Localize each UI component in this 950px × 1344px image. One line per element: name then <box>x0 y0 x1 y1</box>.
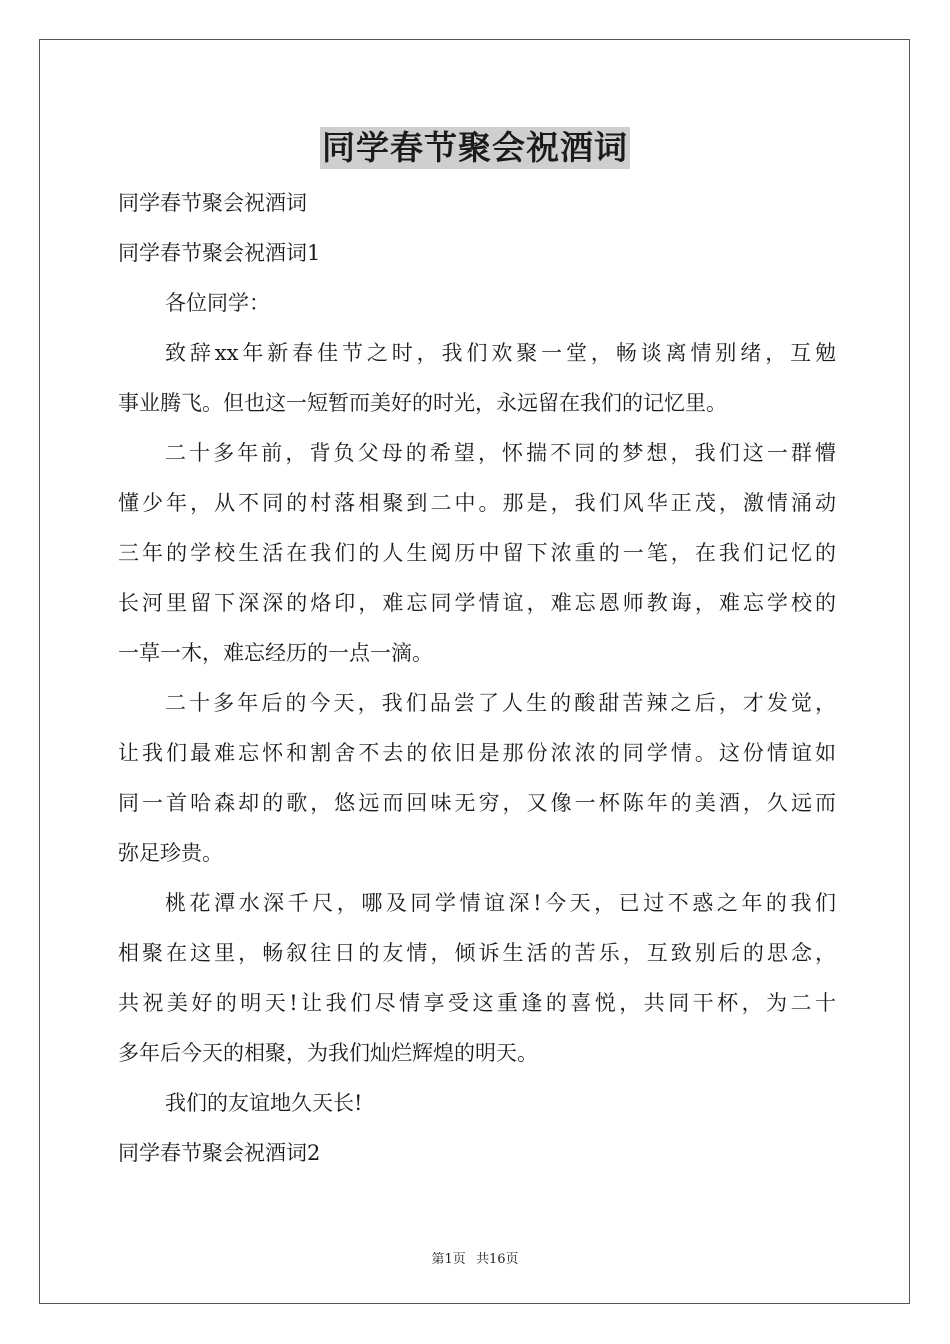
title-container <box>0 127 950 169</box>
page-number: 第1页 <box>431 1252 466 1267</box>
paragraph-line: 二十多年后的今天，我们品尝了人生的酸甜苦辣之后，才发觉， <box>165 691 836 715</box>
paragraph-line: 让我们最难忘怀和割舍不去的依旧是那份浓浓的同学情。这份情谊如 <box>118 741 836 765</box>
paragraph-2 <box>118 428 836 678</box>
paragraph-line: 共祝美好的明天!让我们尽情享受这重逢的喜悦，共同干杯，为二十 <box>118 991 836 1015</box>
paragraph-line: 多年后今天的相聚，为我们灿烂辉煌的明天。 <box>118 1041 538 1065</box>
paragraph-3 <box>118 678 836 878</box>
paragraph-5: 我们的友谊地久天长! <box>165 1091 363 1115</box>
paragraph-line: 致辞xx年新春佳节之时，我们欢聚一堂，畅谈离情别绪，互勉 <box>165 341 836 365</box>
paragraph-line: 桃花潭水深千尺，哪及同学情谊深!今天，已过不惑之年的我们 <box>165 891 836 915</box>
page-total: 共16页 <box>475 1252 519 1267</box>
paragraph-1 <box>118 328 836 428</box>
page-footer <box>0 1248 950 1267</box>
paragraph-line: 二十多年前，背负父母的希望，怀揣不同的梦想，我们这一群懵 <box>165 441 836 465</box>
greeting: 各位同学： <box>165 291 270 315</box>
section-heading-2: 同学春节聚会祝酒词2 <box>118 1141 321 1165</box>
paragraph-line: 三年的学校生活在我们的人生阅历中留下浓重的一笔，在我们记忆的 <box>118 541 836 565</box>
document-title: 同学春节聚会祝酒词 <box>322 128 628 167</box>
paragraph-line: 相聚在这里，畅叙往日的友情，倾诉生活的苦乐，互致别后的思念， <box>118 941 836 965</box>
paragraph-line: 事业腾飞。但也这一短暂而美好的时光，永远留在我们的记忆里。 <box>118 391 727 415</box>
paragraph-line: 弥足珍贵。 <box>118 841 223 865</box>
document-body <box>118 178 836 1178</box>
paragraph-line: 一草一木，难忘经历的一点一滴。 <box>118 641 433 665</box>
paragraph-line: 同一首哈森却的歌，悠远而回味无穷，又像一杯陈年的美酒，久远而 <box>118 791 836 815</box>
paragraph-line: 懂少年，从不同的村落相聚到二中。那是，我们风华正茂，激情涌动 <box>118 491 836 515</box>
section-heading-1: 同学春节聚会祝酒词1 <box>118 241 321 265</box>
subtitle: 同学春节聚会祝酒词 <box>118 191 307 215</box>
paragraph-4 <box>118 878 836 1078</box>
paragraph-line: 长河里留下深深的烙印，难忘同学情谊，难忘恩师教诲，难忘学校的 <box>118 591 836 615</box>
